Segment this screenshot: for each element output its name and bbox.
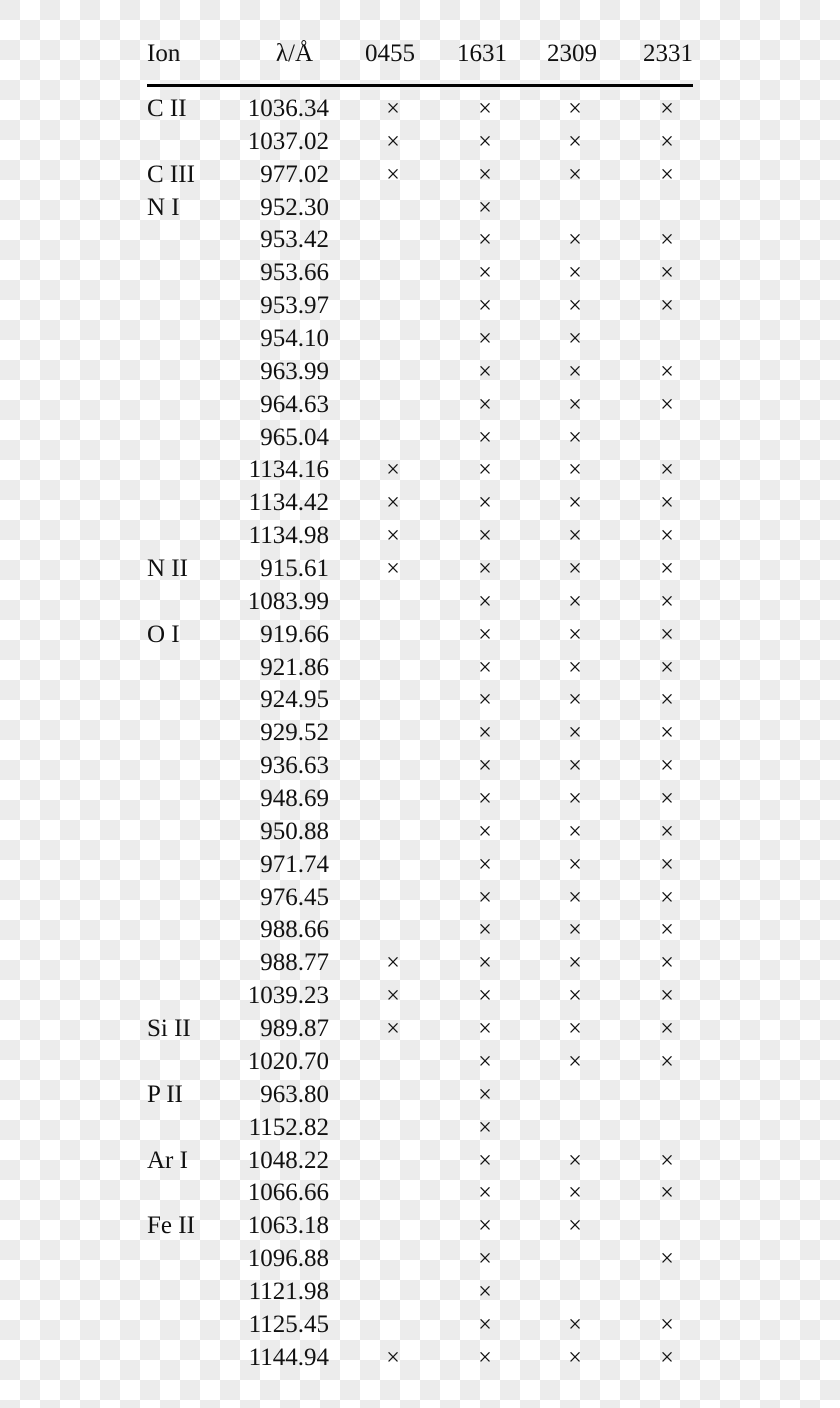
ion-line-table <box>147 38 693 1377</box>
detection-mark-cell: × <box>568 687 582 714</box>
detection-mark-cell: × <box>568 1180 582 1207</box>
wavelength-cell: 989.87 <box>260 1015 329 1043</box>
wavelength-cell: 1121.98 <box>248 1277 329 1305</box>
detection-mark-cell: × <box>568 950 582 977</box>
wavelength-cell: 977.02 <box>260 160 329 188</box>
header-ion: Ion <box>147 40 181 67</box>
wavelength-cell: 953.42 <box>260 226 329 254</box>
header-col-1631: 1631 <box>457 40 507 67</box>
table-row <box>147 1276 693 1309</box>
table-row <box>147 684 693 717</box>
table-row <box>147 980 693 1013</box>
detection-mark-cell: × <box>478 654 492 681</box>
wavelength-cell: 1144.94 <box>248 1343 329 1371</box>
detection-mark-cell: × <box>478 950 492 977</box>
table-row <box>147 1177 693 1210</box>
detection-mark-cell: × <box>478 424 492 451</box>
table-body <box>147 93 693 1375</box>
table-row <box>147 750 693 783</box>
detection-mark-cell: × <box>660 260 674 287</box>
detection-mark-cell: × <box>478 1081 492 1108</box>
header-wavelength: λ/Å <box>275 40 313 67</box>
detection-mark-cell: × <box>386 490 400 517</box>
detection-mark-cell: × <box>568 96 582 122</box>
detection-mark-cell: × <box>568 1016 582 1043</box>
detection-mark-cell: × <box>568 490 582 517</box>
wavelength-cell: 971.74 <box>260 850 329 878</box>
wavelength-cell: 921.86 <box>260 653 329 681</box>
table-row <box>147 356 693 389</box>
detection-mark-cell: × <box>568 1344 582 1371</box>
detection-mark-cell: × <box>478 128 492 155</box>
table-row <box>147 619 693 652</box>
detection-mark-cell: × <box>478 1344 492 1371</box>
detection-mark-cell: × <box>568 1147 582 1174</box>
detection-mark-cell: × <box>478 588 492 615</box>
detection-mark-cell: × <box>660 358 674 385</box>
table-row <box>147 849 693 882</box>
ion-cell: Si II <box>147 1015 191 1043</box>
table-row <box>147 1013 693 1046</box>
detection-mark-cell: × <box>660 1048 674 1075</box>
wavelength-cell: 954.10 <box>260 325 329 353</box>
detection-mark-cell: × <box>660 1147 674 1174</box>
wavelength-cell: 1096.88 <box>247 1245 329 1273</box>
detection-mark-cell: × <box>386 457 400 484</box>
detection-mark-cell: × <box>478 227 492 254</box>
wavelength-cell: 1066.66 <box>247 1179 329 1207</box>
detection-mark-cell: × <box>478 851 492 878</box>
detection-mark-cell: × <box>568 884 582 911</box>
detection-mark-cell: × <box>386 1344 400 1371</box>
wavelength-cell: 919.66 <box>260 620 329 648</box>
detection-mark-cell: × <box>660 818 674 845</box>
wavelength-cell: 963.80 <box>260 1080 329 1108</box>
detection-mark-cell: × <box>568 720 582 747</box>
detection-mark-cell: × <box>478 194 492 221</box>
wavelength-cell: 1083.99 <box>247 587 329 615</box>
detection-mark-cell: × <box>568 851 582 878</box>
detection-mark-cell: × <box>386 161 400 188</box>
table-row <box>147 126 693 159</box>
detection-mark-cell: × <box>660 227 674 254</box>
table-row <box>147 947 693 980</box>
detection-mark-cell: × <box>478 293 492 320</box>
detection-mark-cell: × <box>568 424 582 451</box>
detection-mark-cell: × <box>568 1213 582 1240</box>
detection-mark-cell: × <box>478 556 492 583</box>
wavelength-cell: 964.63 <box>260 390 329 418</box>
wavelength-cell: 1048.22 <box>247 1146 329 1174</box>
detection-mark-cell: × <box>478 818 492 845</box>
detection-mark-cell: × <box>478 1114 492 1141</box>
detection-mark-cell: × <box>386 1016 400 1043</box>
ion-cell: O I <box>147 620 180 648</box>
table-row <box>147 1112 693 1145</box>
detection-mark-cell: × <box>568 818 582 845</box>
wavelength-cell: 1039.23 <box>247 982 329 1010</box>
detection-mark-cell: × <box>478 96 492 122</box>
detection-mark-cell: × <box>660 523 674 550</box>
table-row <box>147 192 693 225</box>
wavelength-cell: 948.69 <box>260 785 329 813</box>
detection-mark-cell: × <box>568 391 582 418</box>
wavelength-cell: 1125.45 <box>248 1310 329 1338</box>
table-row <box>147 520 693 553</box>
table-row <box>147 224 693 257</box>
wavelength-cell: 1036.34 <box>247 95 329 122</box>
header-col-2309: 2309 <box>547 40 597 67</box>
header-col-0455: 0455 <box>365 40 415 67</box>
table-row <box>147 422 693 455</box>
table-header-row <box>147 38 693 76</box>
table-row <box>147 1309 693 1342</box>
detection-mark-cell: × <box>386 950 400 977</box>
table-row <box>147 553 693 586</box>
table-row <box>147 389 693 422</box>
detection-mark-cell: × <box>568 753 582 780</box>
table-row <box>147 783 693 816</box>
wavelength-cell: 1134.42 <box>248 489 329 517</box>
wavelength-cell: 929.52 <box>260 719 329 747</box>
detection-mark-cell: × <box>386 523 400 550</box>
detection-mark-cell: × <box>478 358 492 385</box>
ion-cell: N II <box>147 555 188 583</box>
detection-mark-cell: × <box>568 654 582 681</box>
ion-cell: C II <box>147 95 187 122</box>
table-row <box>147 816 693 849</box>
table-row <box>147 257 693 290</box>
ion-cell: Ar I <box>147 1146 188 1174</box>
detection-mark-cell: × <box>660 1344 674 1371</box>
detection-mark-cell: × <box>478 786 492 813</box>
ion-cell: Fe II <box>147 1212 195 1240</box>
detection-mark-cell: × <box>478 1246 492 1273</box>
wavelength-cell: 1037.02 <box>247 127 329 155</box>
detection-mark-cell: × <box>660 753 674 780</box>
header-rule <box>147 84 693 87</box>
detection-mark-cell: × <box>478 161 492 188</box>
detection-mark-cell: × <box>568 1311 582 1338</box>
detection-mark-cell: × <box>660 950 674 977</box>
table-row <box>147 159 693 192</box>
detection-mark-cell: × <box>478 884 492 911</box>
detection-mark-cell: × <box>660 1246 674 1273</box>
ion-cell: C III <box>147 160 195 188</box>
wavelength-cell: 1063.18 <box>247 1212 329 1240</box>
detection-mark-cell: × <box>660 983 674 1010</box>
wavelength-cell: 952.30 <box>260 193 329 221</box>
detection-mark-cell: × <box>660 720 674 747</box>
table-row <box>147 1046 693 1079</box>
detection-mark-cell: × <box>386 128 400 155</box>
table-row <box>147 1210 693 1243</box>
detection-mark-cell: × <box>478 1147 492 1174</box>
detection-mark-cell: × <box>568 227 582 254</box>
detection-mark-cell: × <box>660 884 674 911</box>
detection-mark-cell: × <box>568 457 582 484</box>
detection-mark-cell: × <box>660 1311 674 1338</box>
wavelength-cell: 915.61 <box>260 555 329 583</box>
detection-mark-cell: × <box>660 161 674 188</box>
detection-mark-cell: × <box>568 161 582 188</box>
table-row <box>147 1079 693 1112</box>
detection-mark-cell: × <box>660 128 674 155</box>
table-row <box>147 1243 693 1276</box>
wavelength-cell: 988.77 <box>260 949 329 977</box>
detection-mark-cell: × <box>660 687 674 714</box>
table-row <box>147 882 693 915</box>
detection-mark-cell: × <box>478 1048 492 1075</box>
detection-mark-cell: × <box>568 917 582 944</box>
ion-cell: N I <box>147 193 180 221</box>
detection-mark-cell: × <box>660 96 674 122</box>
detection-mark-cell: × <box>478 391 492 418</box>
detection-mark-cell: × <box>660 1180 674 1207</box>
detection-mark-cell: × <box>660 588 674 615</box>
wavelength-cell: 965.04 <box>260 423 329 451</box>
detection-mark-cell: × <box>568 128 582 155</box>
detection-mark-cell: × <box>660 1016 674 1043</box>
wavelength-cell: 953.66 <box>260 259 329 287</box>
wavelength-cell: 924.95 <box>260 686 329 714</box>
wavelength-cell: 953.97 <box>260 292 329 320</box>
detection-mark-cell: × <box>660 621 674 648</box>
wavelength-cell: 963.99 <box>260 357 329 385</box>
wavelength-cell: 976.45 <box>260 883 329 911</box>
detection-mark-cell: × <box>568 260 582 287</box>
detection-mark-cell: × <box>386 96 400 122</box>
detection-mark-cell: × <box>660 293 674 320</box>
wavelength-cell: 936.63 <box>260 752 329 780</box>
detection-mark-cell: × <box>478 917 492 944</box>
detection-mark-cell: × <box>478 490 492 517</box>
wavelength-cell: 1134.98 <box>248 522 329 550</box>
detection-mark-cell: × <box>568 523 582 550</box>
detection-mark-cell: × <box>478 687 492 714</box>
table-row <box>147 487 693 520</box>
detection-mark-cell: × <box>568 1048 582 1075</box>
detection-mark-cell: × <box>568 621 582 648</box>
detection-mark-cell: × <box>660 917 674 944</box>
detection-mark-cell: × <box>478 457 492 484</box>
wavelength-cell: 988.66 <box>260 916 329 944</box>
detection-mark-cell: × <box>660 851 674 878</box>
detection-mark-cell: × <box>478 523 492 550</box>
detection-mark-cell: × <box>660 654 674 681</box>
detection-mark-cell: × <box>568 983 582 1010</box>
detection-mark-cell: × <box>478 1278 492 1305</box>
detection-mark-cell: × <box>568 588 582 615</box>
detection-mark-cell: × <box>660 391 674 418</box>
detection-mark-cell: × <box>660 490 674 517</box>
detection-mark-cell: × <box>478 1311 492 1338</box>
table-row <box>147 1342 693 1375</box>
detection-mark-cell: × <box>568 556 582 583</box>
table-row <box>147 323 693 356</box>
table-row <box>147 1145 693 1178</box>
detection-mark-cell: × <box>660 556 674 583</box>
detection-mark-cell: × <box>386 983 400 1010</box>
detection-mark-cell: × <box>478 260 492 287</box>
wavelength-cell: 950.88 <box>260 817 329 845</box>
detection-mark-cell: × <box>660 786 674 813</box>
ion-cell: P II <box>147 1080 183 1108</box>
table-row <box>147 586 693 619</box>
detection-mark-cell: × <box>478 1016 492 1043</box>
detection-mark-cell: × <box>568 786 582 813</box>
detection-mark-cell: × <box>568 358 582 385</box>
table-row <box>147 454 693 487</box>
detection-mark-cell: × <box>478 1213 492 1240</box>
table-row <box>147 914 693 947</box>
detection-mark-cell: × <box>478 753 492 780</box>
wavelength-cell: 1020.70 <box>247 1047 329 1075</box>
detection-mark-cell: × <box>478 983 492 1010</box>
wavelength-cell: 1152.82 <box>248 1113 329 1141</box>
table-row <box>147 290 693 323</box>
detection-mark-cell: × <box>478 326 492 353</box>
header-col-2331: 2331 <box>643 40 693 67</box>
detection-mark-cell: × <box>478 720 492 747</box>
detection-mark-cell: × <box>478 621 492 648</box>
table-row <box>147 652 693 685</box>
detection-mark-cell: × <box>568 293 582 320</box>
detection-mark-cell: × <box>386 556 400 583</box>
detection-mark-cell: × <box>660 457 674 484</box>
wavelength-cell: 1134.16 <box>248 456 329 484</box>
table-row <box>147 93 693 126</box>
detection-mark-cell: × <box>478 1180 492 1207</box>
detection-mark-cell: × <box>568 326 582 353</box>
table-row <box>147 717 693 750</box>
